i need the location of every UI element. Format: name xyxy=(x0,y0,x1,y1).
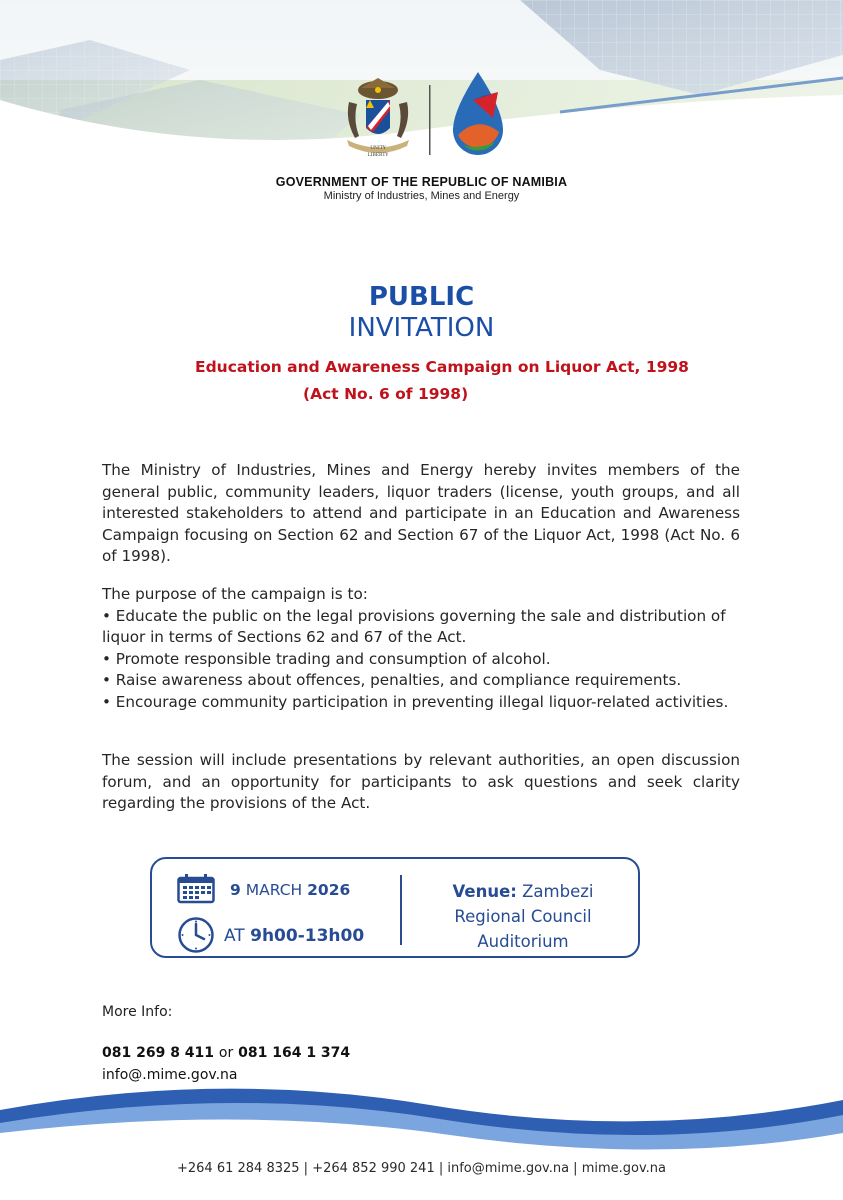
purpose-item: • Promote responsible trading and consumption of alcohol. xyxy=(102,649,551,668)
footer-contacts: +264 61 284 8325 | +264 852 990 241 | info@mime.gov.na | mime.gov.na xyxy=(177,1161,666,1176)
svg-text:UNITY: UNITY xyxy=(370,146,386,151)
purpose-item: • Encourage community participation in preventing illegal liquor-related activities. xyxy=(102,692,729,711)
purpose-item: • Educate the public on the legal provisions governing the sale and distribution of liquor in terms of Sections 62 and 67 of the Act. xyxy=(102,606,726,646)
title-invitation: INVITATION xyxy=(348,313,495,343)
purpose-item: • Raise awareness about offences, penalties, and compliance requirements. xyxy=(102,671,682,689)
contact-phones: 081 269 8 411 or 081 164 1 374 xyxy=(102,1045,351,1061)
session-paragraph: The session will include presentations by relevant authorities, an open discussion forum, and an opportunity for participants to ask questions and seek clarity regarding the provisions of the Act. xyxy=(102,751,740,812)
ministry-name: Ministry of Industries, Mines and Energy xyxy=(323,190,520,202)
government-logos xyxy=(333,60,523,170)
intro-paragraph: The Ministry of Industries, Mines and Energy hereby invites members of the general public, community leaders, liquor traders (license, youth groups, and all interested stakeholders to attend and participate in an Education and Awareness Campaign focusing on Section 62 and Section 67 of the Liquor Act, 1998 (Act No. 6 of 1998). xyxy=(102,461,740,565)
coat-of-arms-icon xyxy=(347,78,409,158)
campaign-subtitle: Education and Awareness Campaign on Liquor Act, 1998 xyxy=(195,358,689,376)
title-public: PUBLIC xyxy=(368,282,475,312)
purpose-heading: The purpose of the campaign is to: xyxy=(102,585,368,603)
event-date: 9 MARCH 2026 xyxy=(230,881,351,899)
logo-divider xyxy=(429,85,431,155)
box-divider xyxy=(400,875,402,945)
event-time: AT 9h00-13h00 xyxy=(224,926,365,946)
org-name: GOVERNMENT OF THE REPUBLIC OF NAMIBIA xyxy=(275,175,568,189)
event-venue: Venue: Zambezi Regional Council Auditorium xyxy=(452,882,594,951)
contact-email: info@.mime.gov.na xyxy=(102,1067,238,1083)
ministry-drop-logo-icon xyxy=(453,72,503,155)
calendar-icon xyxy=(177,874,215,904)
purpose-section xyxy=(102,584,740,713)
clock-icon xyxy=(177,916,215,954)
act-reference: (Act No. 6 of 1998) xyxy=(303,385,469,403)
more-info-label: More Info: xyxy=(102,1004,173,1020)
event-details-box xyxy=(150,857,640,958)
svg-text:LIBERTY: LIBERTY xyxy=(367,153,389,158)
footer-wave-decoration xyxy=(0,1085,843,1165)
